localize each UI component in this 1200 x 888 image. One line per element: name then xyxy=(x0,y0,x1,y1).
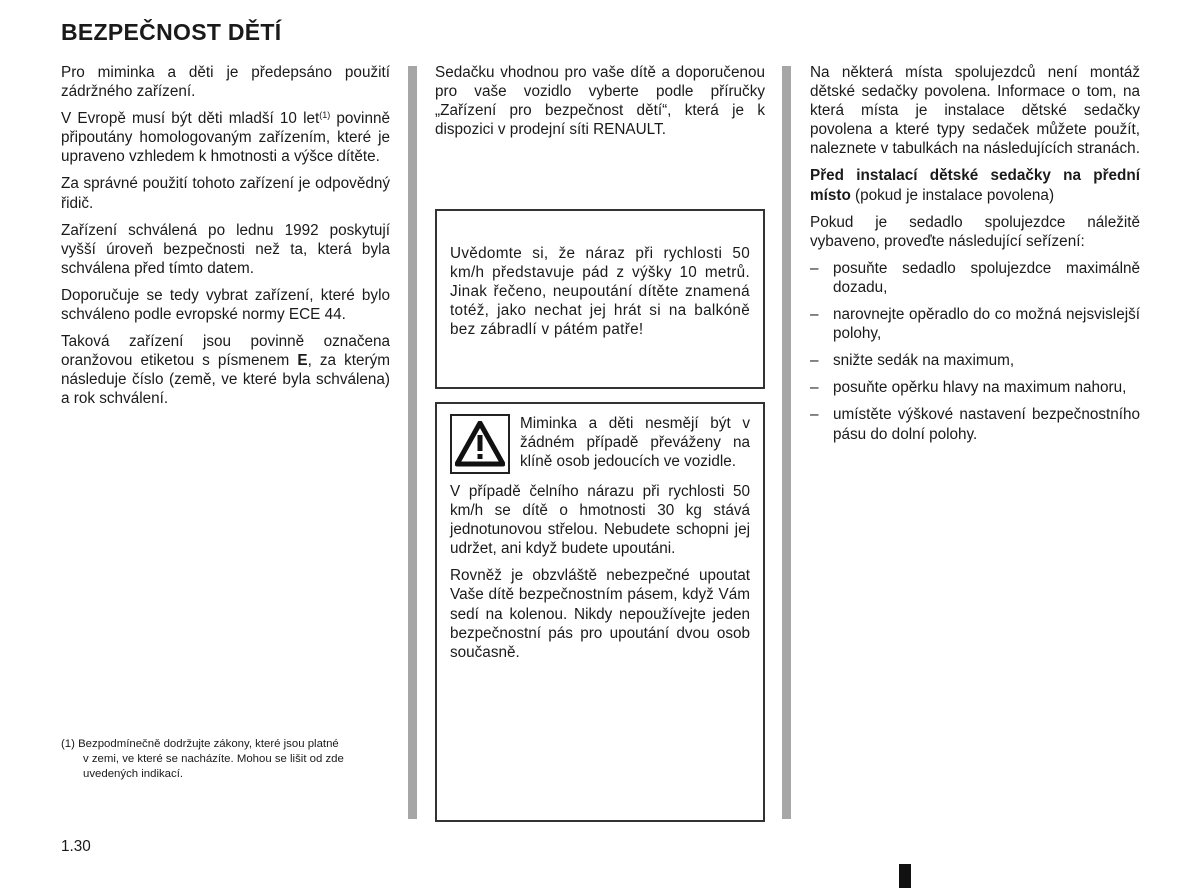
list-item: – narovnejte opěradlo do co možná nejsvislejší polohy, xyxy=(810,305,1140,343)
info-box-text: Uvědomte si, že náraz při rychlosti 50 km/h představuje pád z výšky 10 metrů. Jinak řečeno, neupoutání dítěte znamená totéž, jako nechat jej hrát si na balkóně bez zábradlí v pátém patře! xyxy=(450,245,750,339)
paragraph: Pro miminka a děti je předepsáno použití zádržného zařízení. xyxy=(61,64,390,101)
column-left xyxy=(61,63,390,417)
paragraph: Za správné použití tohoto zařízení je odpovědný řidič. xyxy=(61,175,390,212)
info-box xyxy=(435,209,765,389)
warning-text: V případě čelního nárazu při rychlosti 50 km/h se dítě o hmotnosti 30 kg stává jednotunovou střelou. Nebudete schopni jej udržet, ani když budete upoutáni. xyxy=(450,483,750,558)
paragraph-text: , za kterým následuje číslo (země, ve které byla schválena) a rok schválení. xyxy=(61,352,390,408)
paragraph xyxy=(61,332,390,408)
footnote xyxy=(61,737,390,782)
paragraph xyxy=(810,166,1140,204)
warning-text: Rovněž je obzvláště nebezpečné upoutat Vaše dítě bezpečnostním pásem, když Vám sedí na kolenou. Nikdy nepoužívejte jeden bezpečnostní pás pro upoutání dvou osob současně. xyxy=(450,567,750,661)
warning-text: Miminka a děti nesmějí být v žádném případě převáženy na klíně osob jedoucích ve vozidle. xyxy=(520,415,750,471)
paragraph-text: (pokud je instalace povolena) xyxy=(850,186,1055,204)
bold-letter: E xyxy=(297,352,308,370)
paragraph: Zařízení schválená po lednu 1992 poskytují vyšší úroveň bezpečnosti než ta, která byla schválena před tímto datem. xyxy=(61,221,390,277)
paragraph-text: V Evropě musí být děti mladší 10 let xyxy=(61,110,320,128)
warning-triangle-glyph xyxy=(455,421,505,467)
paragraph: Sedačku vhodnou pro vaše dítě a doporučenou pro vaše vozidlo vyberte podle příručky „Zařízení pro bezpečnost dětí“, která je k dispozici v prodejní síti RENAULT. xyxy=(435,64,765,139)
warning-box xyxy=(435,402,765,822)
paragraph: Pokud je sedadlo spolujezdce náležitě vybaveno, proveďte následující seřízení: xyxy=(810,213,1140,250)
footnote-line: v zemi, ve které se nacházíte. Mohou se lišit od zde uvedených indikací. xyxy=(83,753,344,780)
column-divider-bar xyxy=(408,66,417,819)
paragraph xyxy=(61,109,390,166)
list-item: – umístěte výškové nastavení bezpečnostního pásu do dolní polohy. xyxy=(810,405,1140,443)
list-item: – posuňte sedadlo spolujezdce maximálně dozadu, xyxy=(810,259,1140,297)
paragraph: Doporučuje se tedy vybrat zařízení, které bylo schváleno podle evropské normy ECE 44. xyxy=(61,286,390,324)
footnote-line: (1) Bezpodmínečně dodržujte zákony, které jsou platné xyxy=(61,738,339,750)
page-title: BEZPEČNOST DĚTÍ xyxy=(61,19,282,45)
warning-triangle-icon xyxy=(450,414,510,474)
paragraph: Na některá místa spolujezdců není montáž dětské sedačky povolena. Informace o tom, na která místa je instalace dětské sedačky povolena a které typy sedaček můžete použít, naleznete v tabulkách na následujících stranách. xyxy=(810,64,1140,158)
warning-header xyxy=(450,414,750,474)
column-right xyxy=(810,63,1140,452)
column-divider-bar xyxy=(782,66,791,819)
adjustment-list xyxy=(810,259,1140,444)
page-number: 1.30 xyxy=(61,838,91,855)
subheading: Před instalací dětské sedačky na přední místo xyxy=(810,167,1140,204)
page-edge-mark xyxy=(899,864,911,888)
list-item: – posuňte opěrku hlavy na maximum nahoru, xyxy=(810,378,1140,397)
footnote-ref: (1) xyxy=(319,110,331,121)
paragraph-text: Taková zařízení jsou povinně označena oranžovou etiketou s písmenem xyxy=(61,333,390,370)
paragraph-text: povinně připoutány homologovaným zařízením, které je upraveno vzhledem k hmotnosti a výšce dítěte. xyxy=(61,110,390,166)
column-middle xyxy=(435,63,765,147)
list-item: – snižte sedák na maximum, xyxy=(810,351,1140,370)
